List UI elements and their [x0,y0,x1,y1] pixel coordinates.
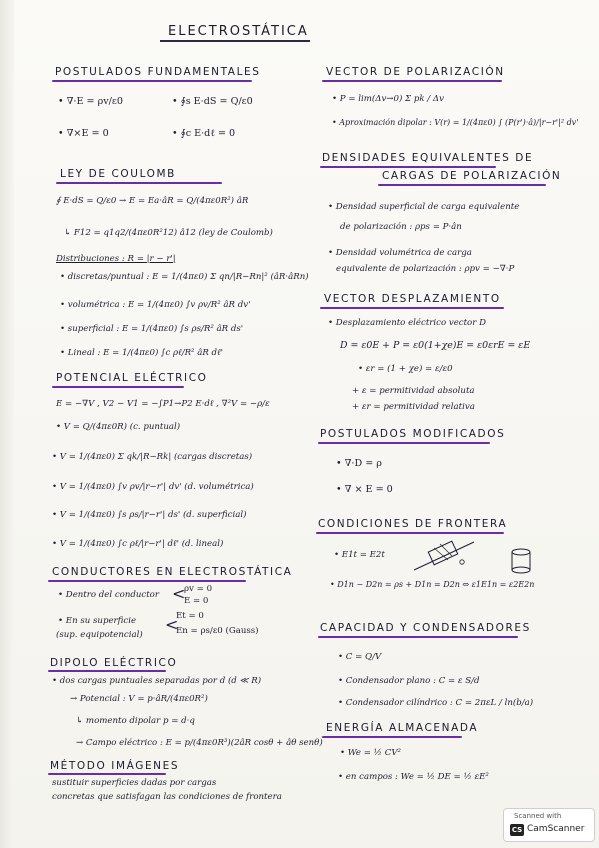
eq-gauss-integral: • ∮s E·dS = Q/ε0 [172,96,253,107]
eq-coulomb-force: ↳ F12 = q1q2/(4πε0R²12) â12 (ley de Coulomb) [64,228,273,238]
eq-curl-e-mod: • ∇ × E = 0 [336,484,393,495]
brace-icon: < [165,615,179,634]
boundary-pillbox-figure [412,536,482,576]
heading-polarizacion: VECTOR DE POLARIZACIÓN [326,66,505,78]
eq-condensador-plano: • Condensador plano : C = ε S/d [338,676,480,686]
eq-dipolo-campo: → Campo eléctrico : E = p/(4πε0R³)(2âR cosθ + âθ senθ) [76,738,323,748]
title-underline [160,40,310,42]
eq-div-e: • ∇·E = ρv/ε0 [58,96,123,107]
heading-underline [378,184,546,186]
distribuciones-label: Distribuciones : R = |r − r'| [56,254,176,264]
eq-desplazamiento-def: • Desplazamiento eléctrico vector D [328,318,486,328]
heading-underline [316,532,504,534]
eq-energia-circuito: • We = ½ CV² [340,748,401,758]
eq-dipolo-momento: ↳ momento dipolar p = d·q [76,716,195,726]
heading-frontera: CONDICIONES DE FRONTERA [318,518,508,530]
conductor-surface-label: • En su superficie [58,616,137,626]
heading-underline [318,442,490,444]
eq-superficial: • superficial : E = 1/(4πε0) ∫s ρs/R² âR ds' [60,324,244,334]
heading-desplazamiento: VECTOR DESPLAZAMIENTO [324,293,501,305]
eq-capacidad-def: • C = Q/V [338,652,382,662]
eq-v-puntual: • V = Q/(4πε0R) (c. puntual) [56,422,181,432]
heading-underline [318,636,518,638]
eq-permitividad-abs: + ε = permitividad absoluta [352,386,475,396]
conductor-inside-rho: ρv = 0 [184,584,213,594]
heading-underline [52,80,252,82]
heading-underline [320,166,496,168]
eq-densidad-vol-a: • Densidad volumétrica de carga [328,248,472,258]
eq-desplazamiento-main: D = ε0E + P = ε0(1+χe)E = ε0εrE = εE [340,340,531,351]
camscanner-logo-icon: CS [511,826,523,834]
conductor-inside-e: E = 0 [184,596,209,606]
imagenes-line-1: sustituir superficies dadas por cargas [52,778,217,788]
eq-polarizacion-def: • P = lim(Δv→0) Σ pk / Δv [332,94,444,104]
eq-energia-campos: • en campos : We = ½ DE = ½ εE² [338,772,489,782]
brace-icon: < [172,584,186,603]
heading-underline [48,670,166,672]
eq-potential-gradient: E = −∇V , V2 − V1 = −∫P1→P2 E·dℓ , ∇²V = −ρ/ε [56,399,270,409]
eq-epsilon-r: • εr = (1 + χe) = ε/ε0 [358,364,453,374]
eq-lineal: • Lineal : E = 1/(4πε0) ∫c ρℓ/R² âR dℓ' [60,348,224,358]
scanner-caption: Scanned with [514,812,562,820]
eq-v-volumetrica: • V = 1/(4πε0) ∫v ρv/|r−r'| dv' (d. volumétrica) [52,482,254,492]
eq-volumetrica: • volumétrica : E = 1/(4πε0) ∫v ρv/R² âR dv' [60,300,251,310]
page-title: ELECTROSTÁTICA [168,24,309,39]
eq-v-superficial: • V = 1/(4πε0) ∫s ρs/|r−r'| ds' (d. superficial) [52,510,247,520]
heading-underline [56,182,222,184]
heading-underline [48,580,246,582]
conductor-inside-label: • Dentro del conductor [58,590,159,600]
heading-coulomb: LEY DE COULOMB [60,168,176,180]
heading-dipolo: DIPOLO ELÉCTRICO [50,657,178,669]
eq-permitividad-rel: + εr = permitividad relativa [352,402,475,412]
heading-densidades-1: DENSIDADES EQUIVALENTES DE [322,152,534,164]
imagenes-line-2: concretas que satisfagan las condiciones de frontera [52,792,282,802]
eq-frontera-tangencial: • E1t = E2t [334,550,385,560]
eq-curl-e: • ∇×E = 0 [58,128,109,139]
conductor-surface-en: En = ρs/ε0 (Gauss) [176,626,259,636]
eq-densidad-sup-b: de polarización : ρps = P·ân [340,222,462,232]
heading-potencial: POTENCIAL ELÉCTRICO [56,372,208,384]
eq-condensador-cilindrico: • Condensador cilíndrico : C = 2πεL / ln(b/a) [338,698,534,708]
eq-frontera-normal: • D1n − D2n = ρs + D1n = D2n ⇔ ε1E1n = ε2E2n [330,580,535,589]
cylinder-figure [508,546,534,576]
eq-aprox-dipolar: • Aproximación dipolar : V(r) = 1/(4πε0) ∫ (P(r')·â)/|r−r'|² dv' [332,118,579,127]
page-fold-shadow [0,0,14,848]
heading-underline [322,736,462,738]
heading-underline [322,80,502,82]
scanner-name: CamScanner [527,824,585,834]
heading-capacidad: CAPACIDAD Y CONDENSADORES [320,622,531,634]
heading-modificados: POSTULADOS MODIFICADOS [320,428,506,440]
heading-conductores: CONDUCTORES EN ELECTROSTÁTICA [52,566,293,578]
eq-v-discretas: • V = 1/(4πε0) Σ qk/|R−Rk| (cargas discretas) [52,452,253,462]
camscanner-badge [503,808,595,842]
eq-dipolo-def: • dos cargas puntuales separadas por d (d ≪ R) [52,676,262,686]
heading-postulados: POSTULADOS FUNDAMENTALES [55,66,261,78]
eq-densidad-vol-b: equivalente de polarización : ρpv = −∇·P [336,264,515,274]
heading-underline [48,773,166,775]
eq-discretas: • discretas/puntual : E = 1/(4πε0) Σ qn/|R−Rn|² (âR·âRn) [60,272,309,282]
eq-div-d: • ∇·D = ρ [336,458,382,469]
conductor-surface-et: Et = 0 [176,611,204,621]
heading-energia: ENERGÍA ALMACENADA [326,722,479,734]
heading-underline [52,386,184,388]
heading-densidades-2: CARGAS DE POLARIZACIÓN [382,170,562,182]
eq-v-lineal: • V = 1/(4πε0) ∫c ρℓ/|r−r'| dℓ' (d. lineal) [52,539,224,549]
heading-imagenes: MÉTODO IMÁGENES [50,760,180,772]
eq-coulomb-field: ∮ E·dS = Q/ε0 → E = Ea·âR = Q/(4πε0R²) âR [56,196,249,206]
eq-dipolo-potencial: → Potencial : V = p·âR/(4πε0R²) [70,694,208,704]
heading-underline [320,307,504,309]
eq-line-integral: • ∮c E·dℓ = 0 [172,128,236,139]
conductor-equipotential: (sup. equipotencial) [56,630,143,640]
eq-densidad-sup-a: • Densidad superficial de carga equivalente [328,202,520,212]
